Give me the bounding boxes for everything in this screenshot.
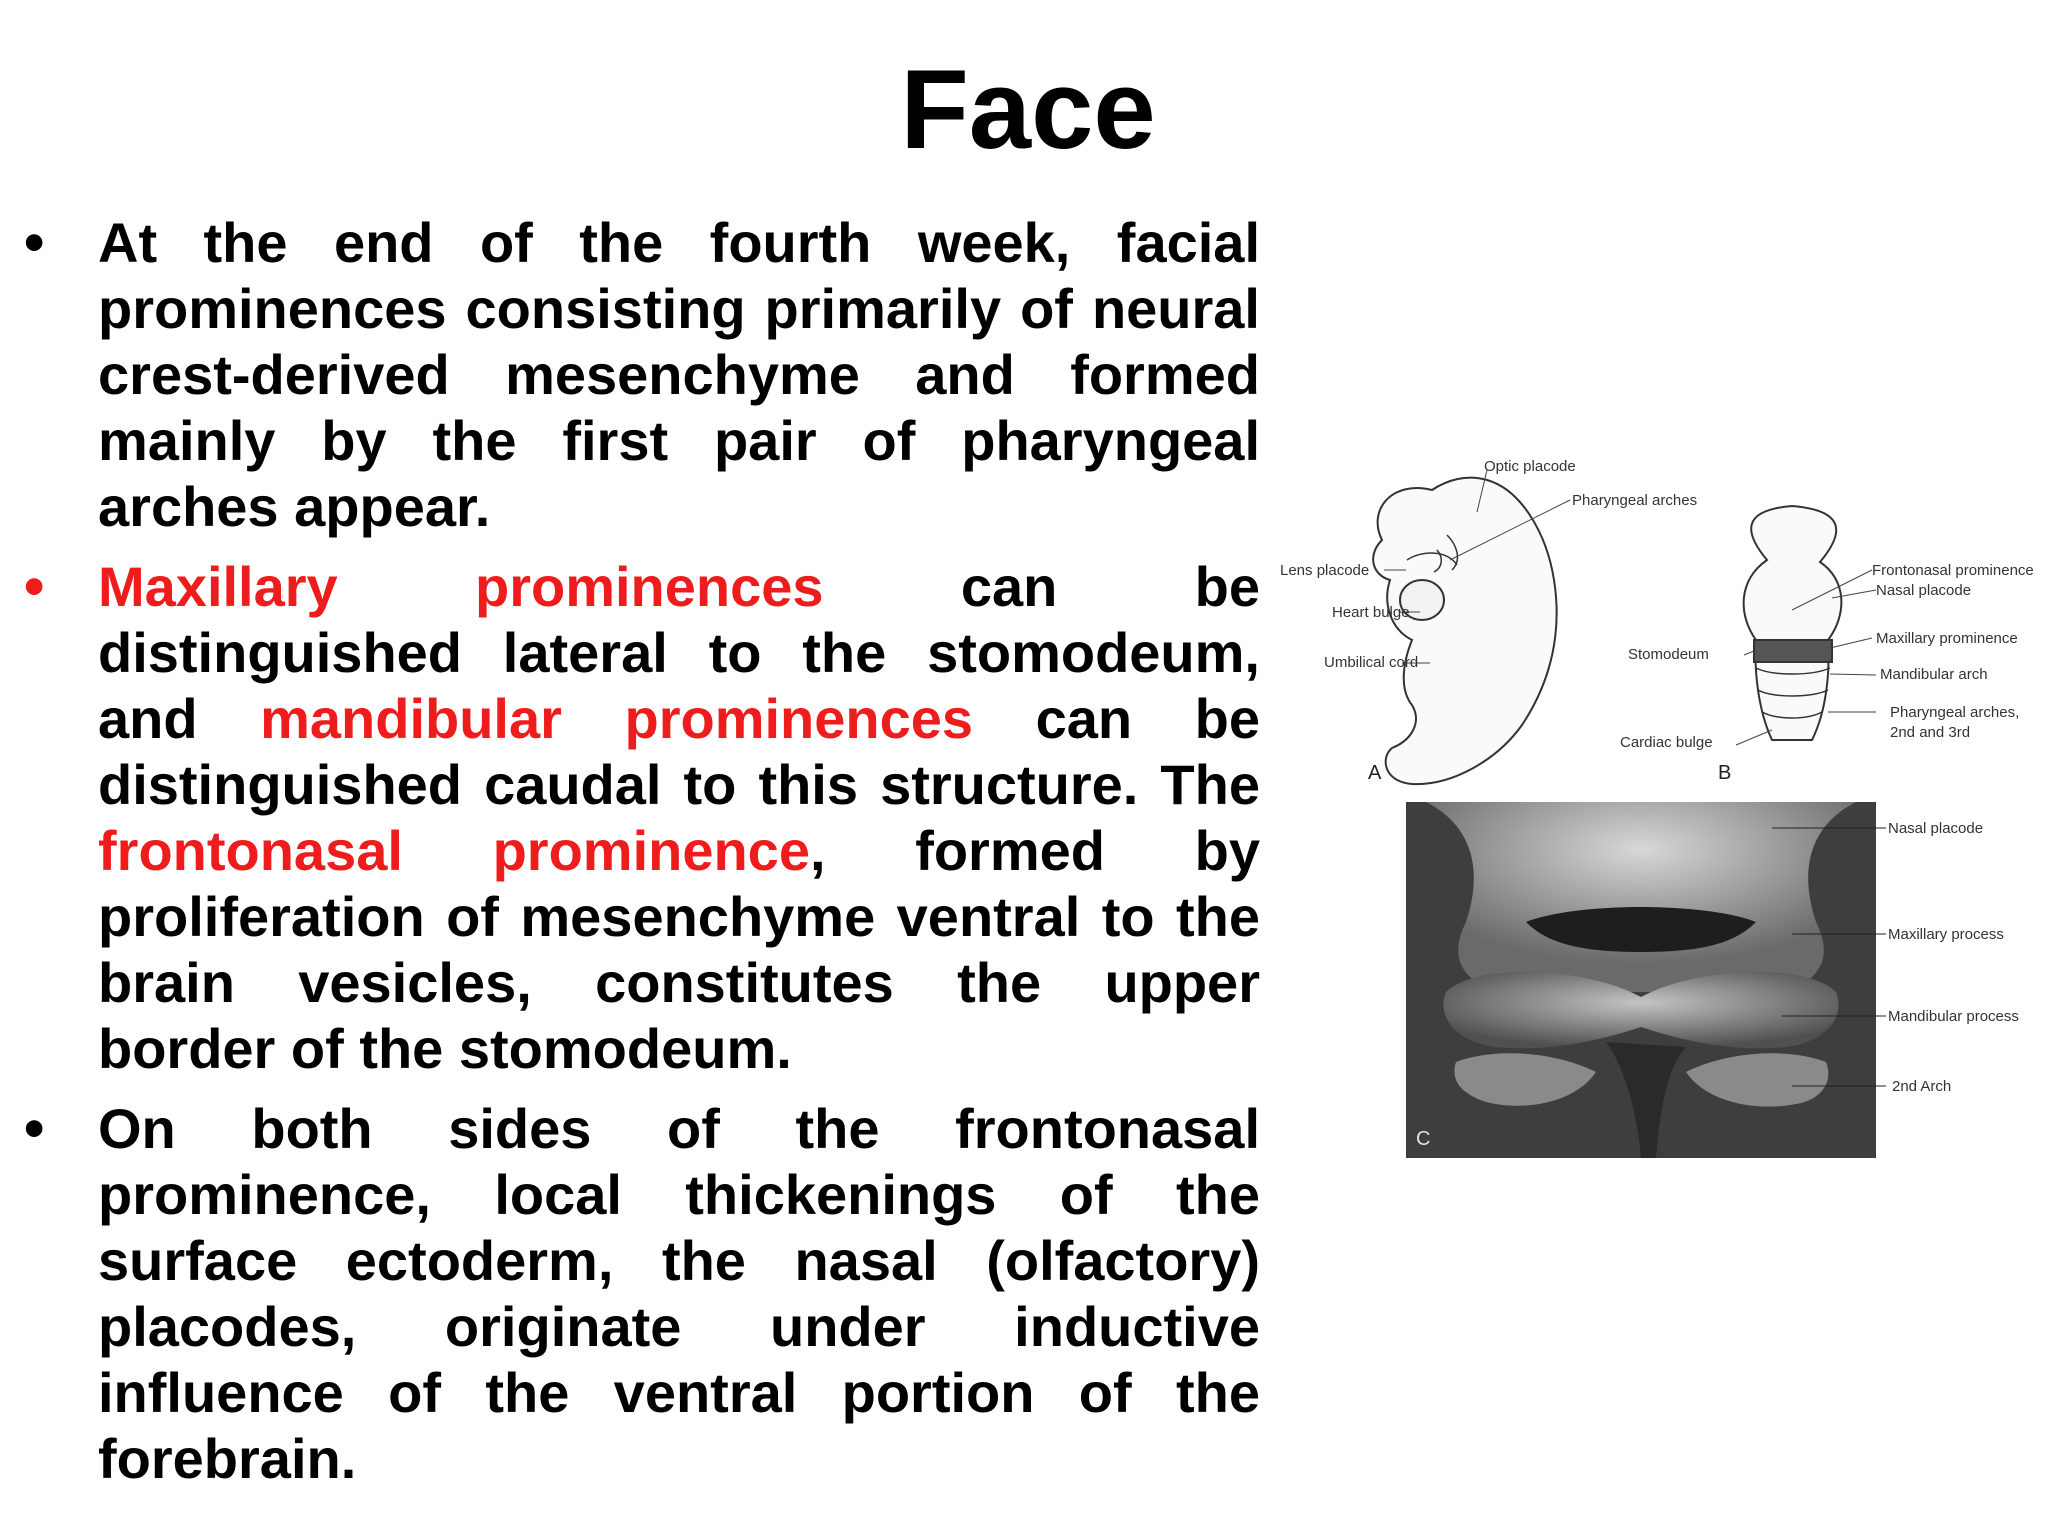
label-maxillary-process: Maxillary process [1888,926,2004,943]
panel-b-letter: B [1718,762,1732,784]
label-lens-placode: Lens placode [1280,562,1370,579]
label-heart-bulge: Heart bulge [1332,604,1410,621]
label-optic-placode: Optic placode [1484,458,1576,475]
label-stomodeum: Stomodeum [1628,646,1709,663]
highlighted-term: Maxillary prominences [98,555,824,618]
label-cardiac-bulge: Cardiac bulge [1620,734,1713,751]
label-pharyngeal-arches-b1: Pharyngeal arches, [1890,704,2020,721]
panel-a-drawing [1373,478,1556,785]
bullet-item [24,554,1260,1082]
sem-rendering [1406,802,1876,1158]
bullet-text [98,1096,1260,1492]
label-second-arch: 2nd Arch [1892,1078,1952,1095]
bullet-marker: • [24,1096,45,1161]
label-maxillary-prominence: Maxillary prominence [1876,630,2018,647]
panel-c-letter: C [1416,1128,1431,1150]
text-segment: can be distinguished caudal to this structure. The [98,687,1260,816]
label-pharyngeal-arches-b2: 2nd and 3rd [1890,724,1971,741]
bullet-text [98,554,1260,1082]
label-pharyngeal-arches: Pharyngeal arches [1572,492,1698,509]
label-mandibular-process: Mandibular process [1888,1008,2019,1025]
label-nasal-placode-b: Nasal placode [1876,582,1972,599]
panel-a-letter: A [1368,762,1382,784]
label-frontonasal-prominence: Frontonasal prominence [1872,562,2034,579]
slide-title: Face [900,47,1156,172]
embryo-face-figure [1272,440,2048,1170]
bullet-item [24,1096,1260,1492]
text-segment: , formed by proliferation of mesenchyme ventral to the brain vesicles, constitutes the upper border of the stomodeum. [98,819,1261,1080]
sem-photo-face [1406,802,1876,1158]
text-segment: can be distinguished lateral to the stomodeum, and [98,555,1260,750]
label-umbilical-cord: Umbilical cord [1324,654,1419,671]
highlighted-term: mandibular prominences [260,687,974,750]
text-segment: On both sides of the frontonasal prominence, local thickenings of the surface ectoderm, the nasal (olfactory) placodes, originate under inductive influence of the ventral portion of the forebrain. [98,1097,1260,1490]
bullet-marker: • [24,210,45,275]
bullet-text [98,210,1260,540]
text-segment: At the end of the fourth week, facial prominences consisting primarily of neural crest-derived mesenchyme and formed mainly by the first pair of pharyngeal arches appear. [98,211,1260,538]
bullet-marker: • [24,554,45,619]
panel-b-drawing [1744,506,1842,740]
label-nasal-placode-c: Nasal placode [1888,820,1984,837]
label-mandibular-arch: Mandibular arch [1880,666,1988,683]
highlighted-term: frontonasal prominence [98,819,810,882]
bullet-list [24,210,1260,1506]
bullet-item [24,210,1260,540]
